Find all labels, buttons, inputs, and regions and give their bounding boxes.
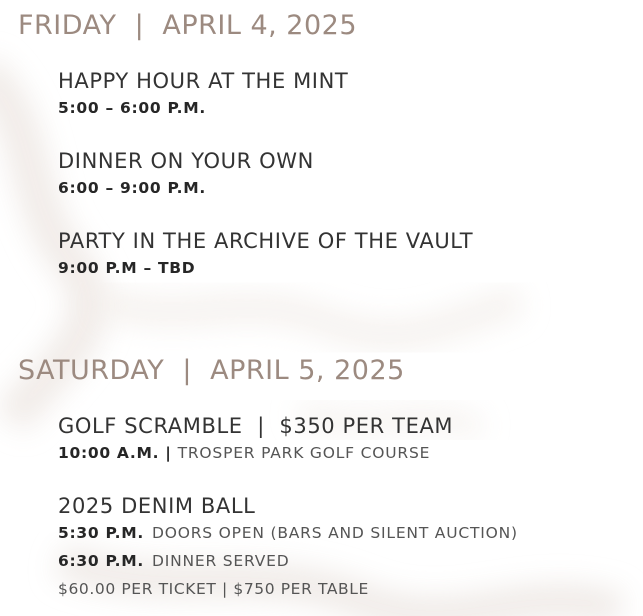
friday-heading: FRIDAY | APRIL 4, 2025: [18, 10, 358, 41]
event-location: TROSPER PARK GOLF COURSE: [177, 444, 431, 462]
event-detail-line: [58, 519, 518, 547]
event-title: PARTY IN THE ARCHIVE OF THE VAULT: [58, 229, 474, 253]
event-dinner-on-your-own: [58, 148, 314, 202]
event-time: 5:30 P.M.: [58, 524, 144, 542]
event-party-archive: [58, 228, 473, 282]
event-title: GOLF SCRAMBLE | $350 PER TEAM: [58, 414, 454, 438]
ticket-pricing: $60.00 PER TICKET | $750 PER TABLE: [58, 580, 369, 598]
event-detail-line: [58, 439, 453, 467]
event-title: HAPPY HOUR AT THE MINT: [58, 69, 349, 93]
event-golf-scramble: [58, 413, 453, 467]
event-denim-ball: [58, 493, 518, 603]
event-description: DOORS OPEN (BARS AND SILENT AUCTION): [151, 524, 518, 542]
event-title: DINNER ON YOUR OWN: [58, 149, 314, 173]
event-happy-hour: [58, 68, 348, 122]
event-time: 10:00 A.M.: [58, 444, 160, 462]
event-description: DINNER SERVED: [151, 552, 290, 570]
event-detail-line: [58, 547, 518, 575]
event-time: 6:00 – 9:00 P.M.: [58, 179, 206, 197]
saturday-heading: SATURDAY | APRIL 5, 2025: [18, 355, 405, 386]
event-time: 6:30 P.M.: [58, 552, 144, 570]
event-time: 9:00 P.M – TBD: [58, 259, 196, 277]
event-title: 2025 DENIM BALL: [58, 494, 256, 518]
separator: |: [165, 444, 172, 462]
event-time: 5:00 – 6:00 P.M.: [58, 99, 206, 117]
